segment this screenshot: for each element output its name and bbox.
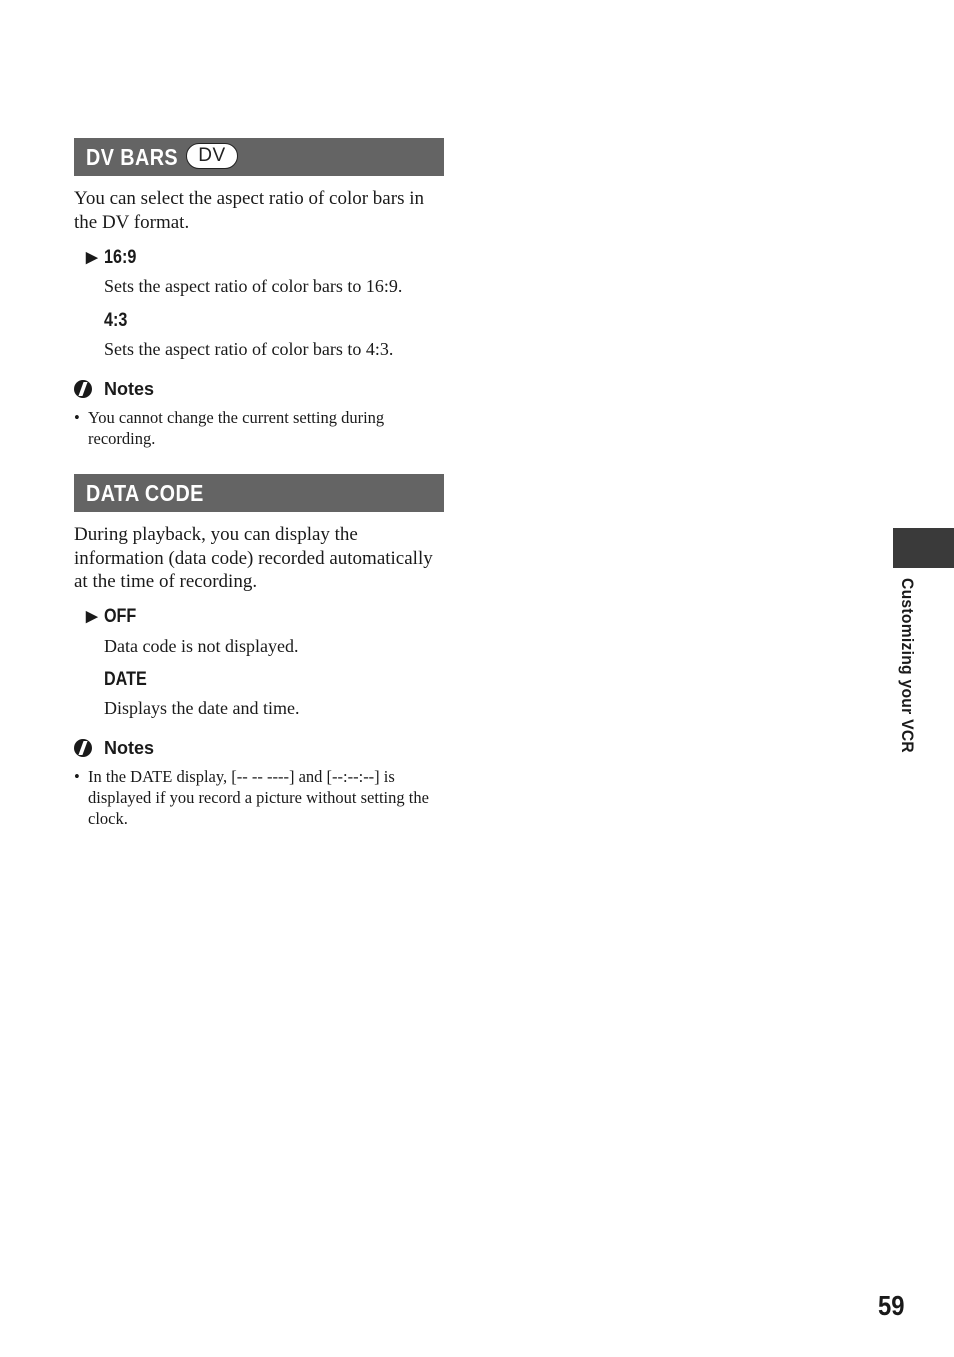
section-header-dv-bars: [74, 138, 444, 176]
option-heading-4-3: 4:3: [104, 310, 128, 331]
default-arrow-icon: ▶: [86, 249, 98, 266]
note-item: • You cannot change the current setting during recording.: [74, 408, 385, 448]
option-heading-off: ▶ OFF: [86, 606, 137, 627]
option-heading-date: DATE: [104, 669, 147, 690]
option-description: Displays the date and time.: [104, 698, 300, 718]
section-title: DV BARS: [86, 144, 179, 170]
option-description: Sets the aspect ratio of color bars to 16:9.: [104, 276, 403, 296]
option-description: Data code is not displayed.: [104, 636, 299, 656]
option-heading-16-9: ▶ 16:9: [86, 247, 137, 268]
notes-icon: [74, 380, 92, 398]
section-intro: You can select the aspect ratio of color bars in the DV format.: [74, 188, 424, 233]
section-intro: During playback, you can display the information (data code) recorded automatically at the time of recording.: [74, 524, 433, 592]
note-item: • In the DATE display, [-- -- ----] and [--:--:--] is displayed if you record a picture without setting the clock.: [74, 767, 429, 828]
dv-badge-icon: DV: [186, 143, 238, 169]
page-number: 59: [878, 1290, 905, 1321]
notes-heading: Notes: [74, 378, 154, 400]
notes-heading: Notes: [74, 737, 154, 759]
option-description: Sets the aspect ratio of color bars to 4:3.: [104, 339, 394, 359]
side-tab-marker: [893, 528, 954, 568]
notes-icon: [74, 739, 92, 757]
section-header-data-code: [74, 474, 444, 512]
default-arrow-icon: ▶: [86, 608, 98, 625]
section-title: DATA CODE: [86, 480, 204, 506]
side-tab-label: Customizing your VCR: [898, 578, 917, 753]
